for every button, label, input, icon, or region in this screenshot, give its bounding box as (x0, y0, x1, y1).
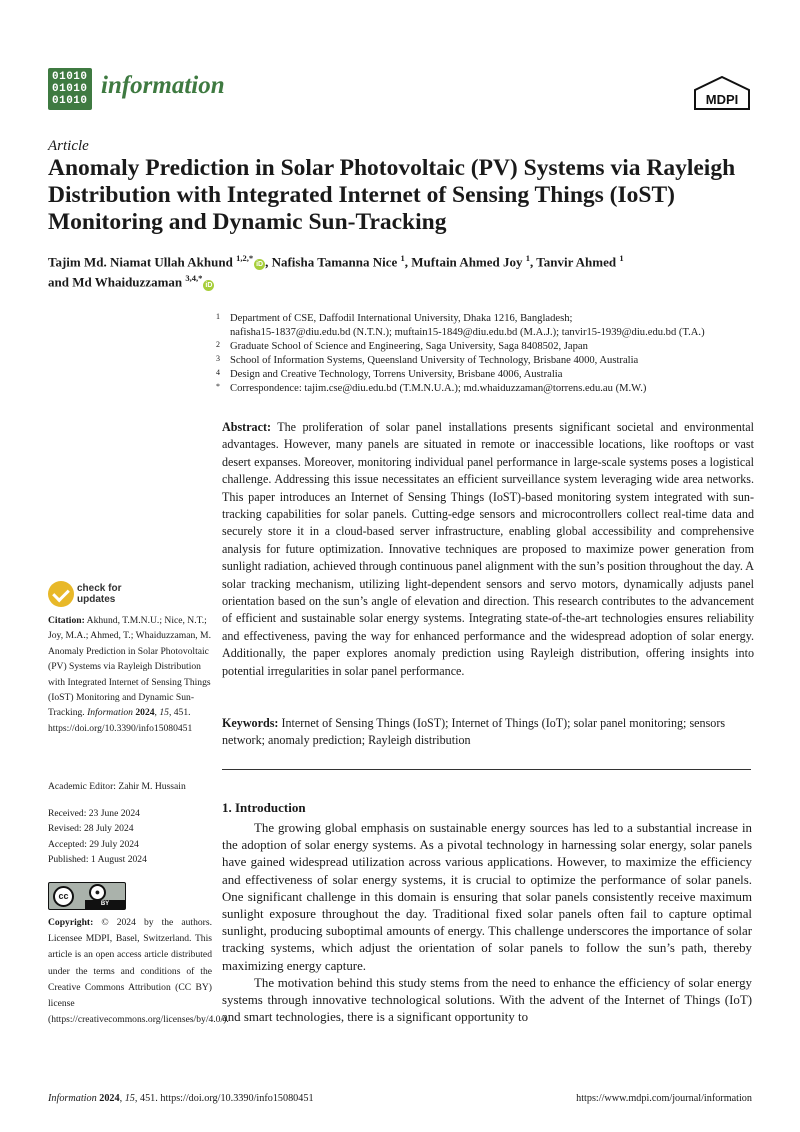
affiliation-number: 3 (216, 354, 220, 363)
date-revised: Revised: 28 July 2024 (48, 823, 134, 835)
affiliation-line: nafisha15-1837@diu.edu.bd (N.T.N.); muftain15-1849@diu.edu.bd (M.A.J.); tanvir15-1939@diu.edu.bd (T.A.) (230, 327, 705, 338)
footer-volume: 15 (124, 1093, 135, 1104)
copyright-text: © 2024 by the authors. Licensee MDPI, Basel, Switzerland. This article is an open access article distributed under the terms and conditions of the Creative Commons Attribution (CC BY) license (https://creativecommons.org/licenses/by/4.0/). (48, 917, 229, 1026)
affiliation-number: 1 (216, 312, 220, 321)
author-affiliation-marker: 1,2,* (236, 253, 254, 263)
affiliation-line: Correspondence: tajim.cse@diu.edu.bd (T.M.N.U.A.); md.whaiduzzaman@torrens.edu.au (M.W.) (230, 383, 647, 394)
check-icon (48, 581, 74, 607)
citation-volume: 15 (159, 707, 169, 719)
section-body (222, 820, 752, 1026)
citation-journal: Information (87, 707, 133, 719)
date-received: Received: 23 June 2024 (48, 808, 140, 819)
affiliation-line: Design and Creative Technology, Torrens University, Brisbane 4006, Australia (230, 369, 563, 380)
abstract-text: The proliferation of solar panel installations presents significant societal and environmental advantages. However, many panels are situated in remote or inaccessible locations, like rooftops or vast desert expanses. Moreover, monitoring individual panel performance in large-scale systems poses a logistical challenge. Addressing this issue necessitates an efficient surveillance system leveraging wide area networks. This paper introduces an Internet of Sensing Things (IoST)-based monitoring system integrated with sun-tracking capabilities for solar panels. Cutting-edge sensors and microcontrollers collect real-time data and securely store it in a cloud-based server infrastructure, enabling global accessibility and comprehensive analysis for future optimization. Innovative techniques are proposed to maximize power generation from sunlight radiation, achieved through continuous panel alignment with the sun’s position throughout the day. A solar tracking mechanism, utilizing light-dependent sensors and servo motors, dynamically adjusts panel orientation based on the sun’s angle of elevation and direction. This research contributes to the advancement of efficient and sustainable solar energy systems. Integrating state-of-the-art technologies ensures reliability and effectiveness, paving the way for enhanced performance and the widespread adoption of solar energy. Additionally, the paper explores anomaly prediction using Rayleigh distribution, offering insights into potential irregularities in solar panel performance. (222, 420, 754, 678)
footer-doi-link[interactable]: , 451. https://doi.org/10.3390/info15080451 (134, 1093, 314, 1104)
author-name: Nafisha Tamanna Nice (271, 254, 401, 270)
author-affiliation-marker: 1 (400, 253, 405, 263)
person-icon: ● (89, 884, 106, 901)
affiliation (216, 354, 762, 368)
copyright (48, 915, 229, 1028)
footer-journal: Information (48, 1093, 97, 1104)
logo-line: 01010 (52, 95, 88, 107)
footer-journal-link[interactable]: https://www.mdpi.com/journal/information (576, 1093, 752, 1104)
mdpi-logo-text: MDPI (705, 92, 739, 107)
check-updates-label: check for updates (77, 583, 122, 605)
section-heading: 1. Introduction (222, 800, 306, 815)
footer-year: 2024 (99, 1093, 120, 1104)
affiliation-line: Department of CSE, Daffodil International University, Dhaka 1216, Bangladesh; (230, 313, 573, 324)
affiliation-line: School of Information Systems, Queensland University of Technology, Brisbane 4000, Australia (230, 355, 639, 366)
affiliation-number: 4 (216, 368, 220, 377)
cc-by-license-badge[interactable] (48, 882, 126, 910)
author-name: Muftain Ahmed Joy (411, 254, 526, 270)
affiliation-number: 2 (216, 340, 220, 349)
author-name: Md Whaiduzzaman (72, 274, 186, 290)
abstract (222, 419, 754, 680)
author-name: Tanvir Ahmed (536, 254, 620, 270)
date-accepted: Accepted: 29 July 2024 (48, 838, 139, 850)
by-label: BY (85, 900, 125, 909)
author-affiliation-marker: 1 (525, 253, 531, 263)
orcid-icon[interactable]: iD (205, 281, 213, 289)
page-title: Anomaly Prediction in Solar Photovoltaic (PV) Systems via Rayleigh Distribution with Integrated Internet of Sensing Things (IoST) Monitoring and Dynamic Sun-Tracking (48, 155, 736, 235)
journal-logo (48, 68, 92, 110)
abstract-label: Abstract: (222, 420, 272, 434)
keywords-text: Internet of Sensing Things (IoST); Internet of Things (IoT); solar panel monitoring; sensors network; anomaly prediction; Rayleigh distribution (222, 716, 726, 748)
orcid-icon[interactable]: iD (256, 261, 264, 269)
check-for-updates-button[interactable] (48, 581, 168, 609)
journal-name: information (101, 72, 225, 99)
publication-dates (48, 806, 212, 868)
citation-text: Akhund, T.M.N.U.; Nice, N.T.; Joy, M.A.; Ahmed, T.; Whaiduzzaman, M. Anomaly Prediction in Solar Photovoltaic (PV) Systems via Rayleigh Distribution with Integrated Internet of Sensing Things (IoST) Monitoring and Dynamic Sun-Tracking. (48, 615, 211, 719)
footer-citation: Information 2024, 15, 451. https://doi.org/10.3390/info15080451 (48, 1093, 314, 1104)
copyright-label: Copyright: (48, 917, 94, 928)
citation-label: Citation: (48, 615, 85, 626)
affiliation-line: Graduate School of Science and Engineering, Saga University, Saga 8408502, Japan (230, 341, 588, 352)
affiliation (216, 340, 762, 354)
affiliation (216, 368, 762, 382)
date-published: Published: 1 August 2024 (48, 854, 147, 866)
citation: Citation: Akhund, T.M.N.U.; Nice, N.T.; Joy, M.A.; Ahmed, T.; Whaiduzzaman, M. Anomaly Prediction in Solar Photovoltaic (PV) Systems via Rayleigh Distribution with Integrated Internet of Sensing Things (IoST) Monitoring and Dynamic Sun-Tracking. Information 2024, 15, 451. https://doi.org/10.3390/info15080451 (48, 615, 211, 734)
article-type: Article (48, 138, 89, 154)
affiliation (216, 312, 762, 340)
citation-year: 2024 (135, 707, 155, 719)
author-affiliation-marker: 3,4,* (185, 273, 203, 284)
logo-line: 01010 (52, 83, 88, 95)
affiliation (216, 382, 762, 396)
logo-line: 01010 (52, 71, 88, 83)
affiliation-number: * (216, 382, 220, 391)
academic-editor: Academic Editor: Zahir M. Hussain (48, 781, 186, 792)
author-name: Tajim Md. Niamat Ullah Akhund (48, 254, 237, 270)
author-list: Tajim Md. Niamat Ullah Akhund $^{1,2,*}$iD , Nafisha Tamanna Nice $^1$, Muftain Ahmed Joy $^1$, Tanvir Ahmed $^1$ and Md Whaiduzzaman $^{3,4,*}$iD (48, 253, 624, 290)
mdpi-logo (693, 76, 751, 110)
keywords (222, 715, 754, 750)
keywords-label: Keywords: (222, 716, 279, 730)
divider (222, 769, 751, 770)
paragraph: The growing global emphasis on sustainable energy sources has led to a substantial increase in the adoption of solar energy systems. As a pivotal technology in harnessing solar energy, solar panels have gained widespread utilization across various applications. However, to maximize the efficiency and effectiveness of solar energy systems, it is crucial to optimize the performance of solar panels. One significant challenge in this domain is ensuring that solar panels consistently receive maximum sunlight exposure throughout the day. Traditional fixed solar panels often fail to capture optimal sunlight, producing suboptimal amounts of energy. This challenge underscores the importance of solar tracking systems, which adjust the orientation of solar panels to follow the sun’s path, thereby maximizing energy capture. (222, 821, 752, 973)
author-affiliation-marker: 1 (619, 253, 624, 263)
citation-doi[interactable]: , 451. https://doi.org/10.3390/info15080451 (48, 707, 193, 734)
affiliations (216, 312, 762, 396)
paragraph: The motivation behind this study stems from the need to enhance the efficiency of solar energy systems through innovative technological solutions. With the advent of the Internet of Things (IoT) and smart technologies, there is a significant opportunity to (222, 975, 752, 1025)
cc-icon: cc (53, 886, 74, 907)
